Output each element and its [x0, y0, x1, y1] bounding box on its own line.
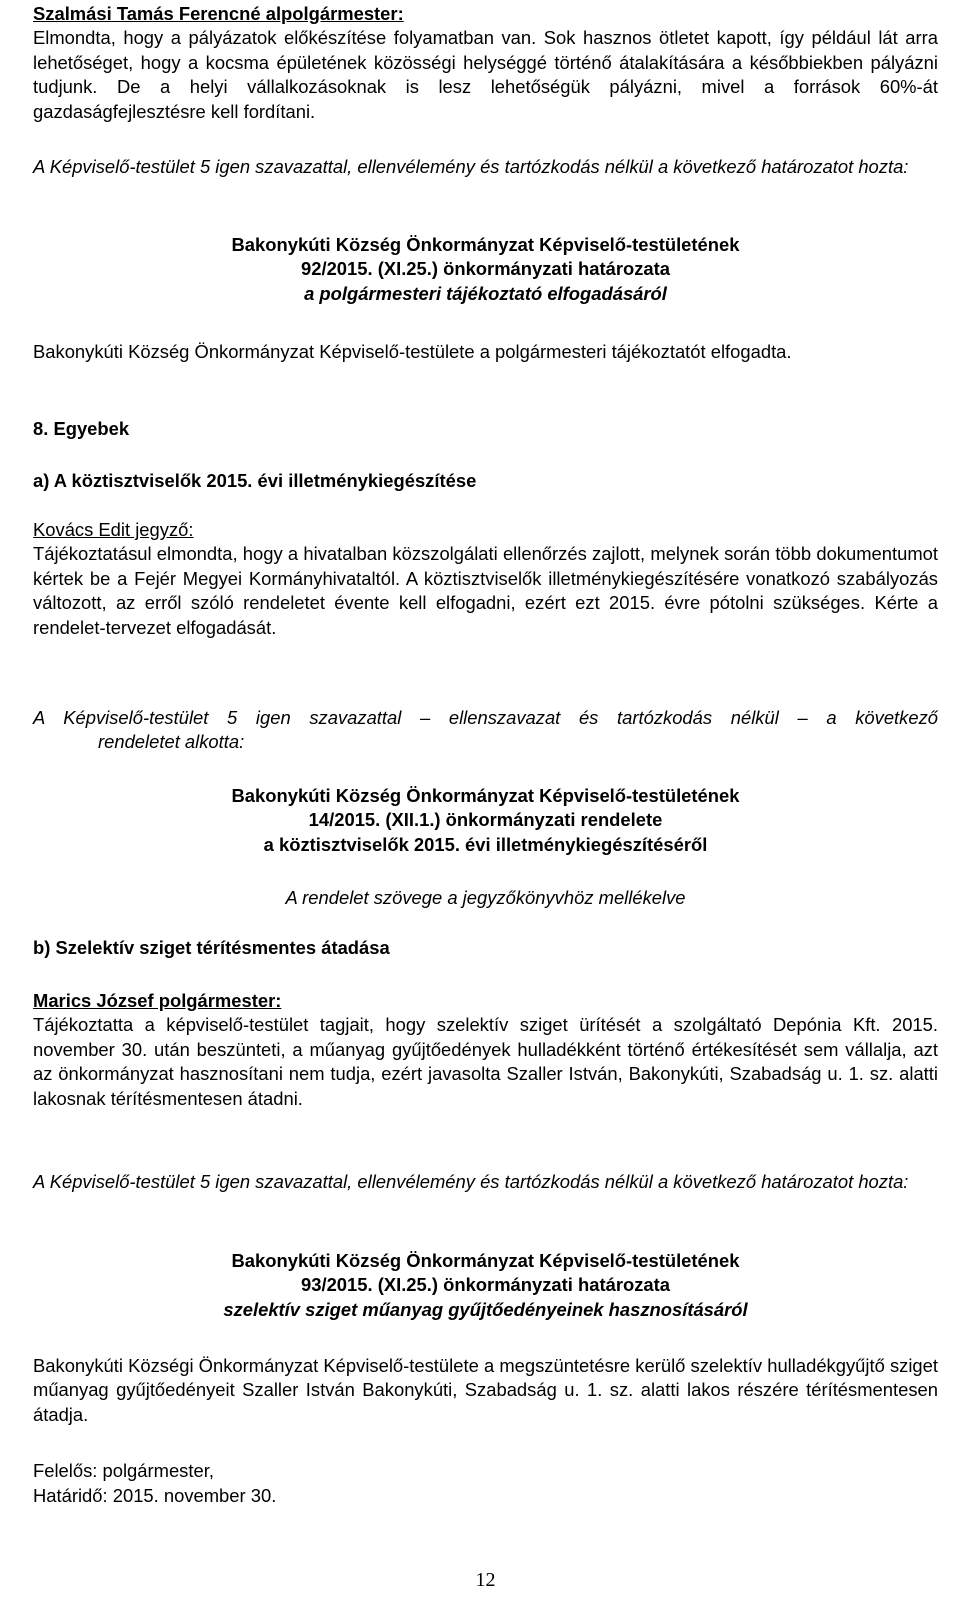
document-page: [33, 0, 938, 1601]
speaker-label: Szalmási Tamás Ferencné alpolgármester:: [33, 3, 404, 24]
resolution-heading: [33, 233, 938, 306]
regulation-subject: a köztisztviselők 2015. évi illetménykiegészítéséről: [263, 833, 708, 855]
speaker-label: Kovács Edit jegyző:: [33, 519, 194, 540]
section-heading: 8. Egyebek: [33, 418, 130, 439]
resolution-body-name: Bakonykúti Község Önkormányzat Képviselő-testületének: [231, 1250, 740, 1271]
paragraph: Tájékoztatta a képviselő-testület tagjait, hogy szelektív sziget ürítését a szolgáltató Depónia Kft. 2015. november 30. után beszünteti, a műanyag gyűjtőedények hulladékként történő értékesítését sem vállalja, azt az önkormányzat hasznosítani nem tudja, ezért javasolta Szaller István, Bakonykúti, Szabadság u. 1. sz. alatti lakosnak térítésmentesen átadni.: [33, 1014, 938, 1109]
regulation-heading: [33, 784, 938, 857]
resolution-number: 93/2015. (XI.25.) önkormányzati határozata: [301, 1274, 670, 1296]
regulation-number: 14/2015. (XII.1.) önkormányzati rendelete: [308, 809, 663, 831]
resolution-body-name: Bakonykúti Község Önkormányzat Képviselő-testületének: [231, 234, 740, 255]
vote-line: A Képviselő-testület 5 igen szavazattal – ellenszavazat és tartózkodás nélkül – a következő: [33, 707, 938, 728]
paragraph: Tájékoztatásul elmondta, hogy a hivatalban közszolgálati ellenőrzés zajlott, melynek során több dokumentumot kértek be a Fejér Megyei Kormányhivataltól. A köztisztviselők illetménykiegészítésére vonatkozó szabályozás változott, az erről szóló rendeletet évente kell elfogadni, ezért ezt 2015. évre pótolni szükséges. Kérte a rendelet-tervezet elfogadását.: [33, 543, 938, 638]
resolution-body: Bakonykúti Község Önkormányzat Képviselő-testülete a polgármesteri tájékoztatót elfogadta.: [33, 341, 792, 362]
speaker-label: Marics József polgármester:: [33, 990, 282, 1011]
vote-statement: A Képviselő-testület 5 igen szavazattal, ellenvélemény és tartózkodás nélkül a következő határozatot hozta:: [33, 1171, 909, 1192]
vote-line: rendeletet alkotta:: [98, 731, 245, 753]
resolution-heading: [33, 1249, 938, 1322]
agenda-item-b: b) Szelektív sziget térítésmentes átadása: [33, 937, 390, 958]
page-number: 12: [475, 1569, 496, 1591]
regulation-body-name: Bakonykúti Község Önkormányzat Képviselő-testületének: [231, 785, 740, 806]
p1-block: [33, 2, 938, 124]
resolution-body: Bakonykúti Községi Önkormányzat Képviselő-testülete a megszüntetésre kerülő szelektív hulladékgyűjtő sziget műanyag gyűjtőedényeit Szaller István Bakonykúti, Szabadság u. 1. sz. alatti lakos részére térítésmentesen átadja.: [33, 1355, 938, 1425]
responsible-line: Felelős: polgármester,: [33, 1460, 214, 1481]
regulation-note: A rendelet szövege a jegyzőkönyvhöz mellékelve: [285, 887, 686, 908]
paragraph: Elmondta, hogy a pályázatok előkészítése folyamatban van. Sok hasznos ötletet kapott, így például lát arra lehetőséget, hogy a kocsma épületének közösségi helységgé történő átalakítására a későbbiekben pályázni tudjunk. De a helyi vállalkozásoknak is lesz lehetőségük pályázni, mivel a források 60%-át gazdaságfejlesztésre kell fordítani.: [33, 27, 938, 122]
p2-block: [33, 518, 938, 640]
vote-statement: A Képviselő-testület 5 igen szavazattal, ellenvélemény és tartózkodás nélkül a következő határozatot hozta:: [33, 156, 909, 177]
p3-block: [33, 989, 938, 1111]
resolution-subject: a polgármesteri tájékoztató elfogadásáról: [304, 282, 667, 304]
deadline-line: Határidő: 2015. november 30.: [33, 1485, 277, 1506]
vote-statement: [33, 706, 938, 755]
agenda-item-a: a) A köztisztviselők 2015. évi illetménykiegészítése: [33, 470, 477, 491]
resolution-number: 92/2015. (XI.25.) önkormányzati határozata: [301, 258, 670, 280]
resolution-subject: szelektív sziget műanyag gyűjtőedényeinek hasznosításáról: [223, 1298, 748, 1320]
